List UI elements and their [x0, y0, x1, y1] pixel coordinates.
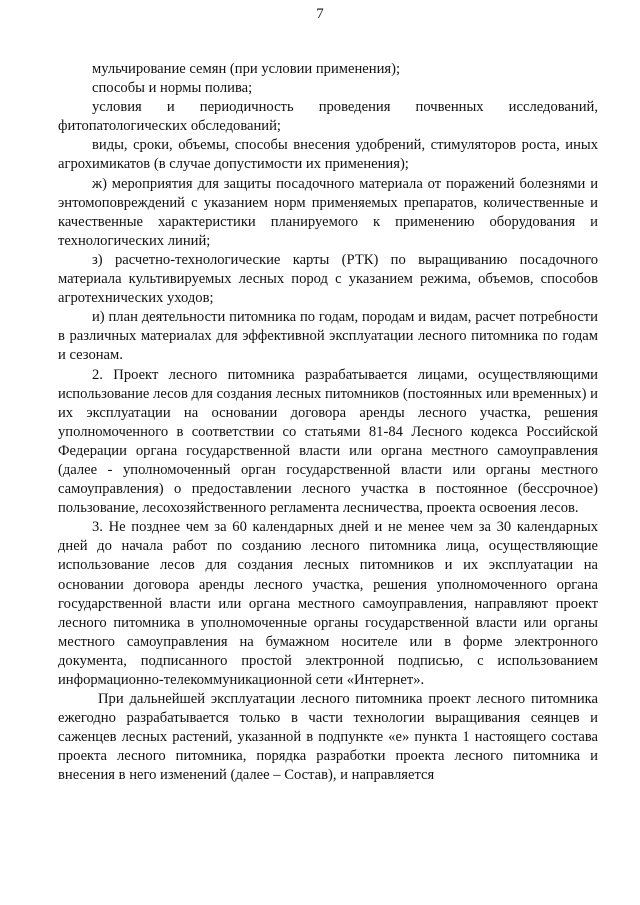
paragraph-item-z: з) расчетно-технологические карты (РТК) по выращиванию посадочного материала культивируемых лесных пород с указанием режима, объемов, способов агротехнических уходов; — [58, 251, 598, 307]
paragraph-irrigation: способы и нормы полива; — [92, 80, 253, 97]
paragraph-clause-2: 2. Проект лесного питомника разрабатывается лицами, осуществляющими использование лесов для создания лесных питомников (постоянных или временных) и их эксплуатации на основании договора аренды лесного участка, решения уполномоченного в соответствии со статьями 81-84 Лесного кодекса Российской Федерации органа государственной власти или органа местного самоуправления (далее - уполномоченный орган государственной власти или органы местного самоуправления) о предоставлении лесного участка в постоянное (бессрочное) пользование, лесохозяйственного регламента лесничества, проекта освоения лесов. — [58, 366, 598, 517]
page-number: 7 — [316, 6, 324, 22]
paragraph-item-zh: ж) мероприятия для защиты посадочного материала от поражений болезнями и энтомоповреждений с указанием норм применяемых препаратов, количественные и качественные характеристики планируемого к применению оборудования и технологических линий; — [58, 175, 598, 249]
paragraph-item-i: и) план деятельности питомника по годам, породам и видам, расчет потребности в различных материалах для эффективной эксплуатации лесного питомника по годам и сезонам. — [58, 309, 598, 364]
paragraph-fertilizers: виды, сроки, объемы, способы внесения удобрений, стимуляторов роста, иных агрохимикатов (в случае допустимости их применения); — [58, 137, 598, 173]
paragraph-soil-research: условия и периодичность проведения почвенных исследований, фитопатологических обследований; — [58, 99, 598, 135]
paragraph-clause-3: 3. Не позднее чем за 60 календарных дней и не менее чем за 30 календарных дней до начала работ по созданию лесного питомника лица, осуществляющие использование лесов для создания лесных питомников и их эксплуатации на основании договора аренды лесного участка, решения уполномоченного органа государственной власти или органа местного самоуправления, направляют проект лесного питомника в уполномоченные органы государственной власти или органы местного самоуправления на бумажном носителе или в форме электронного документа, подписанного простой электронной подписью, с использованием информационно-телекоммуникационной сети «Интернет». — [58, 519, 598, 688]
paragraph-further-operation: При дальнейшей эксплуатации лесного питомника проект лесного питомника ежегодно разрабатывается только в части технологии выращивания сеянцев и саженцев лесных растений, указанной в подпункте «е» пункта 1 настоящего состава проекта лесного питомника, порядка разработки проекта лесного питомника и внесения в него изменений (далее – Состав), и направляется — [58, 691, 598, 784]
paragraph-mulching: мульчирование семян (при условии применения); — [92, 61, 401, 77]
document-body — [58, 60, 598, 786]
